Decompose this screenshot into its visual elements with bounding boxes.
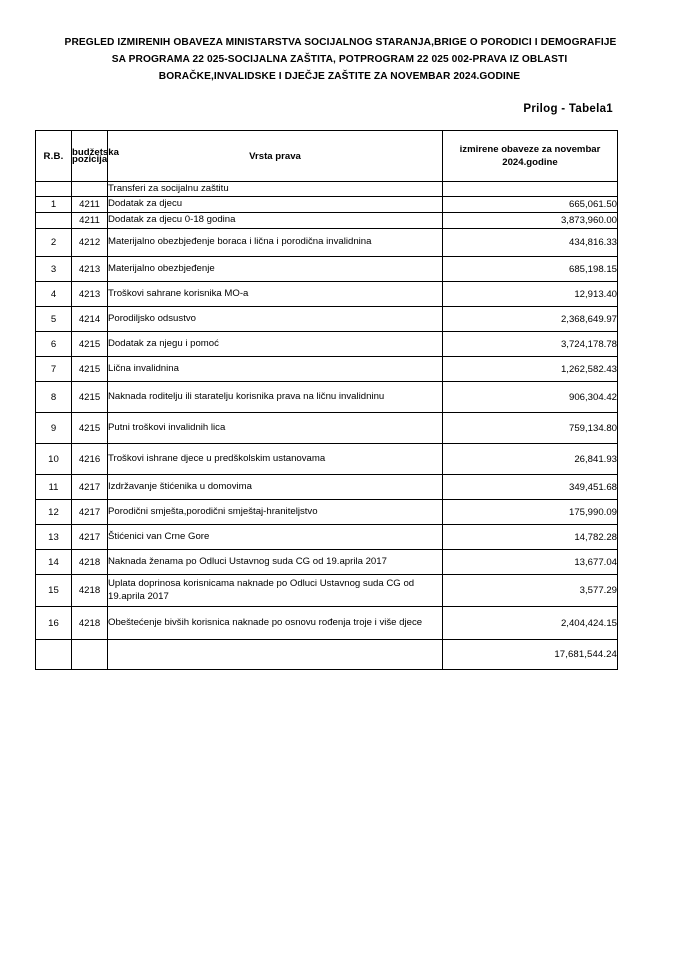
row-rb: 4 [36,282,72,307]
table-row [36,575,618,607]
row-vrsta: Dodatak za njegu i pomoć [108,332,443,357]
row-rb: 11 [36,475,72,500]
table-row [36,357,618,382]
row-vrsta: Izdržavanje štićenika u domovima [108,475,443,500]
row-vrsta: Troškovi ishrane djece u predškolskim ustanovama [108,444,443,475]
row-vrsta: Naknada ženama po Odluci Ustavnog suda CG od 19.aprila 2017 [108,550,443,575]
row-iznos: 2,368,649.97 [443,307,618,332]
row-rb: 16 [36,607,72,640]
page-title-line-2: SA PROGRAMA 22 025-SOCIJALNA ZAŠTITA, POTPROGRAM 22 025 002-PRAVA IZ OBLASTI [111,54,568,65]
row-vrsta: Putni troškovi invalidnih lica [108,413,443,444]
row-vrsta: Materijalno obezbjeđenje [108,257,443,282]
table-row [36,413,618,444]
row-iznos: 349,451.68 [443,475,618,500]
row-rb: 3 [36,257,72,282]
table-row [36,282,618,307]
row-iznos: 906,304.42 [443,382,618,413]
row-pozicija: 4214 [72,307,108,332]
row-rb: 12 [36,500,72,525]
row-iznos: 3,577.29 [443,575,618,607]
row-iznos: 175,990.09 [443,500,618,525]
row-pozicija: 4218 [72,575,108,607]
row-iznos: 12,913.40 [443,282,618,307]
row-rb: 14 [36,550,72,575]
row-rb: 15 [36,575,72,607]
row-vrsta: Porodiljsko odsustvo [108,307,443,332]
row-pozicija: 4213 [72,282,108,307]
row-pozicija: 4215 [72,382,108,413]
table-row [36,550,618,575]
row-vrsta: Dodatak za djecu 0-18 godina [108,213,443,229]
row-iznos: 26,841.93 [443,444,618,475]
row-iznos: 2,404,424.15 [443,607,618,640]
row-rb: 13 [36,525,72,550]
section-iznos-cell [443,182,618,197]
row-vrsta: Troškovi sahrane korisnika MO-a [108,282,443,307]
row-vrsta: Porodični smješta,porodični smještaj-hraniteljstvo [108,500,443,525]
row-vrsta: Naknada roditelju ili staratelju korisnika prava na ličnu invalidninu [108,382,443,413]
table-row [36,229,618,257]
row-vrsta: Uplata doprinosa korisnicama naknade po Odluci Ustavnog suda CG od 19.aprila 2017 [108,575,443,607]
row-rb: 1 [36,197,72,213]
row-pozicija: 4217 [72,500,108,525]
table-row [36,444,618,475]
row-pozicija: 4218 [72,607,108,640]
row-iznos: 685,198.15 [443,257,618,282]
section-label: Transferi za socijalnu zaštitu [108,182,443,197]
section-rb-cell [36,182,72,197]
table-total-row [36,640,618,670]
row-pozicija: 4215 [72,413,108,444]
row-vrsta: Obeštećenje bivših korisnica naknade po osnovu rođenja troje i više djece [108,607,443,640]
column-header-pozicija: budžetska pozicija [72,131,108,182]
column-header-rb: R.B. [36,131,72,182]
page-title-line-3: BORAČKE,INVALIDSKE I DJEČJE ZAŠTITE ZA NOVEMBAR 2024.GODINE [158,71,521,82]
table-row [36,197,618,213]
row-iznos: 434,816.33 [443,229,618,257]
row-iznos: 14,782.28 [443,525,618,550]
obligations-table [35,130,618,670]
row-pozicija: 4211 [72,213,108,229]
row-vrsta: Štićenici van Crne Gore [108,525,443,550]
row-rb: 6 [36,332,72,357]
row-pozicija: 4217 [72,525,108,550]
table-row [36,525,618,550]
table-row [36,500,618,525]
row-rb: 8 [36,382,72,413]
row-rb: 10 [36,444,72,475]
row-rb: 7 [36,357,72,382]
row-pozicija: 4212 [72,229,108,257]
total-label-cell [108,640,443,670]
table-row [36,607,618,640]
row-iznos: 13,677.04 [443,550,618,575]
row-pozicija: 4213 [72,257,108,282]
row-rb: 2 [36,229,72,257]
column-header-vrsta: Vrsta prava [108,131,443,182]
annex-label: Prilog - Tabela1 [523,103,613,115]
row-pozicija: 4211 [72,197,108,213]
row-iznos: 3,724,178.78 [443,332,618,357]
row-rb [36,213,72,229]
table-row [36,382,618,413]
row-pozicija: 4215 [72,332,108,357]
table-row [36,475,618,500]
table-row [36,257,618,282]
row-iznos: 1,262,582.43 [443,357,618,382]
row-pozicija: 4217 [72,475,108,500]
total-rb-cell [36,640,72,670]
table-header-row [36,131,618,182]
section-header-row [36,182,618,197]
total-amount: 17,681,544.24 [443,640,618,670]
table-row [36,307,618,332]
document-title-block [0,0,679,117]
obligations-table-wrapper [35,130,617,670]
page-title-line-1: PREGLED IZMIRENIH OBAVEZA MINISTARSTVA SOCIJALNOG STARANJA,BRIGE O PORODICI I DEMOGRAFIJE [64,37,617,48]
row-pozicija: 4216 [72,444,108,475]
row-pozicija: 4215 [72,357,108,382]
row-pozicija: 4218 [72,550,108,575]
annex-label-row [0,99,679,117]
row-vrsta: Lična invalidnina [108,357,443,382]
row-iznos: 759,134.80 [443,413,618,444]
row-vrsta: Materijalno obezbjeđenje boraca i lična i porodična invalidnina [108,229,443,257]
row-iznos: 3,873,960.00 [443,213,618,229]
section-pozicija-cell [72,182,108,197]
row-rb: 5 [36,307,72,332]
row-iznos: 665,061.50 [443,197,618,213]
column-header-iznos: izmirene obaveze za novembar 2024.godine [443,131,618,182]
row-vrsta: Dodatak za djecu [108,197,443,213]
table-row [36,213,618,229]
total-pozicija-cell [72,640,108,670]
table-row [36,332,618,357]
row-rb: 9 [36,413,72,444]
